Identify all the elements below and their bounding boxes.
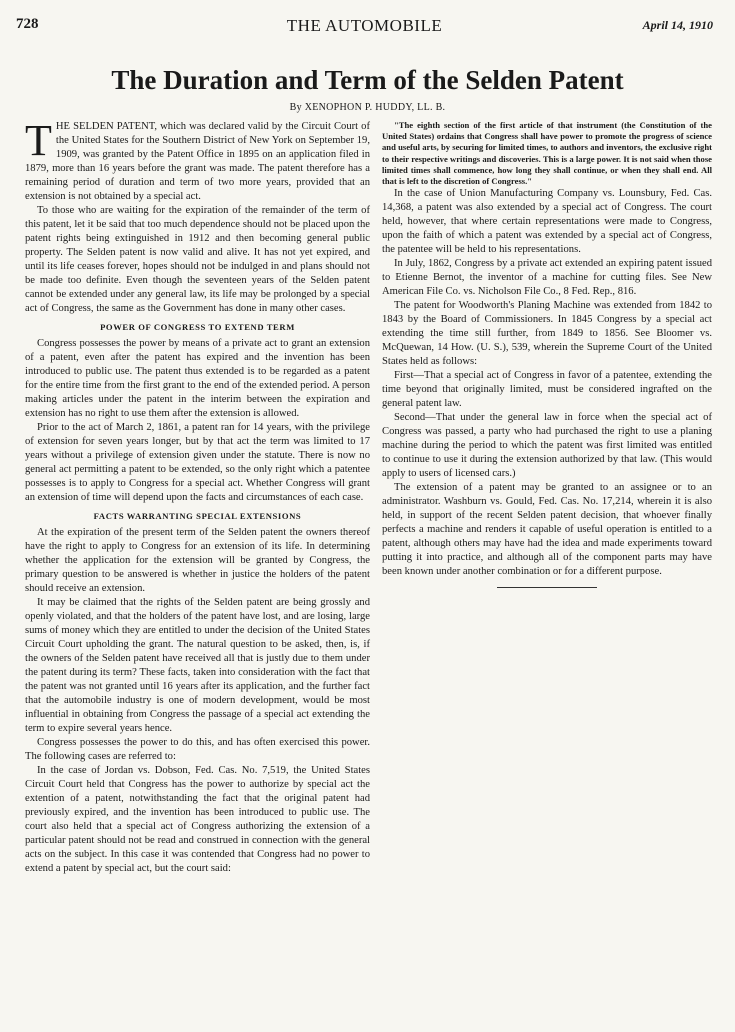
issue-date: April 14, 1910	[642, 18, 713, 32]
section-heading: POWER OF CONGRESS TO EXTEND TERM	[100, 322, 295, 332]
paragraph: Second—That under the general law in force when the special act of Congress was passed, a party who had purchased the right to use a planing machine during the period to which the patent was first limited was entitled to continue to use it during the extension authorized by that law. (This would apply to users of licensed cars.)	[382, 412, 712, 480]
paragraph: Congress possesses the power to do this, and has often exercised this power. The following cases are referred to:	[25, 737, 370, 762]
paragraph: In the case of Jordan vs. Dobson, Fed. Cas. No. 7,519, the United States Circuit Court held that Congress has the power to authorize by special act the extention of a patent, notwithstanding the fact that the original patent had previously expired, and the invention has been introduced to public use. The court also held that a special act of Congress authorizing the extension of a particular patent should not be read and construed in connection with the general acts on the subject. In this case it was contended that Congress had no power to extend a patent by special act, but the court said:	[25, 765, 370, 874]
block-quote: "The eighth section of the first article of that instrument (the Constitution of the United States) ordains that Congress shall have power to promote the progress of science and useful arts, by securing for limited times, to authors and inventors, the exclusive right to their respective writings and discoveries. This is a large power. It is not said when those limited times shall commence, how long they shall continue, or when they shall end. All that is left to the discretion of Congress."	[382, 120, 712, 187]
drop-cap: T	[25, 116, 52, 165]
paragraph: Prior to the act of March 2, 1861, a patent ran for 14 years, with the privilege of extension for seven years longer, but by that act the term was limited to 17 years without a privilege of extension given under the statute. There is now no general act permitting a patent to be extended, so the only right which a patentee possesses is to apply to Congress for a special act. Whether Congress will grant an extension of time will depend upon the facts and circumstances of each case.	[25, 422, 370, 503]
page-number: 728	[16, 16, 39, 32]
magazine-title: THE AUTOMOBILE	[286, 16, 443, 35]
left-column	[25, 116, 370, 876]
paragraph: To those who are waiting for the expiration of the remainder of the term of this patent, let it be said that too much dependence should not be placed upon the patent rights being extinguished in 1912 and then becoming general public property. The Selden patent is now valid and alive. It has not yet expired, and until its life ceases forever, hopes should not be indulged in and plans should not be made too definite. Even though the seventeen years of the Selden patent cannot be extended under any general law, its life may be prolonged by a special act of Congress, the same as the Government has done in many other cases.	[25, 205, 370, 314]
paragraph: At the expiration of the present term of the Selden patent the owners thereof have the right to apply to Congress for an extension of its life. In determining whether the application for the extension will be granted by Congress, the primary question to be answered is whether in justice the holders of the patent should receive an extension.	[25, 527, 370, 594]
byline: By XENOPHON P. HUDDY, LL. B.	[289, 102, 446, 113]
paragraph: It may be claimed that the rights of the Selden patent are being grossly and openly violated, and that the holders of the patent have lost, and are losing, large sums of money which they are entitled to under the decision of the United States Circuit Court upholding the grant. The natural question to be asked, then, is, if the owners of the Selden patent have received all that is justly due to them under the patent during its term? These facts, taken into consideration with the fact that the patent was not granted until 16 years after its application, and the further fact that the automobile industry is one of modern development, would be most influential in obtaining from Congress the passage of a special act extending the term to expire several years hence.	[25, 597, 370, 734]
section-heading: FACTS WARRANTING SPECIAL EXTENSIONS	[93, 511, 302, 521]
paragraph: The patent for Woodworth's Planing Machine was extended from 1842 to 1843 by the Board of Commissioners. In 1845 Congress by a special act extending the time still further, from 1849 to 1856. See Bloomer vs. McQuewan, 14 How. (U. S.), 539, wherein the Supreme Court of the United States held as follows:	[382, 300, 712, 368]
article-title: The Duration and Term of the Selden Patent	[111, 65, 624, 95]
paragraph: In the case of Union Manufacturing Company vs. Lounsbury, Fed. Cas. 14,368, a patent was also extended by a special act of Congress. The court held, however, that where certain representations were made to Congress, upon the faith of which a patent was extended by a special act of Congress, the patentee will be held to his representations.	[382, 188, 712, 256]
running-header	[16, 16, 713, 38]
paragraph: The extension of a patent may be granted to an assignee or to an administrator. Washburn vs. Gould, Fed. Cas. No. 17,214, wherein it is also held, in support of the recent Selden patent decision, that whoever finally perfects a machine and renders it capable of useful operation is entitled to a patent, although others may have had the idea and made experiments toward putting it into practice, and although all of the component parts may have been known under another combination or for a different purpose.	[382, 482, 712, 578]
paragraph: Congress possesses the power by means of a private act to grant an extension of a patent, even after the patent has expired and the invention has been introduced to public use. The patent thus extended is to be regarded as a patent for the entire time from the first grant to the end of the extended period. A person making articles under the patent in the interim between the expiration and extension has no right to use them after the extension is allowed.	[25, 338, 370, 419]
right-column	[382, 120, 712, 588]
opening-text: HE SELDEN PATENT, which was declared valid by the Circuit Court of the United States for the Southern District of New York on September 19, 1909, was granted by the Patent Office in 1895 on an application filed in 1879, more than 16 years before the grant was made. The patent therefore has a remaining period of duration and term of two more years, provided that an extension is not obtained by a special act.	[25, 121, 370, 202]
paragraph: In July, 1862, Congress by a private act extended an expiring patent issued to Etienne Bernot, the inventor of a machine for cutting files. See New American File Co. vs. Nicholson File Co., 8 Fed. Rep., 816.	[382, 258, 712, 298]
opening-paragraph	[25, 116, 370, 204]
paragraph: First—That a special act of Congress in favor of a patentee, extending the time beyond that originally limited, must be considered ingrafted on the general patent law.	[382, 370, 712, 410]
end-rule	[497, 587, 597, 588]
